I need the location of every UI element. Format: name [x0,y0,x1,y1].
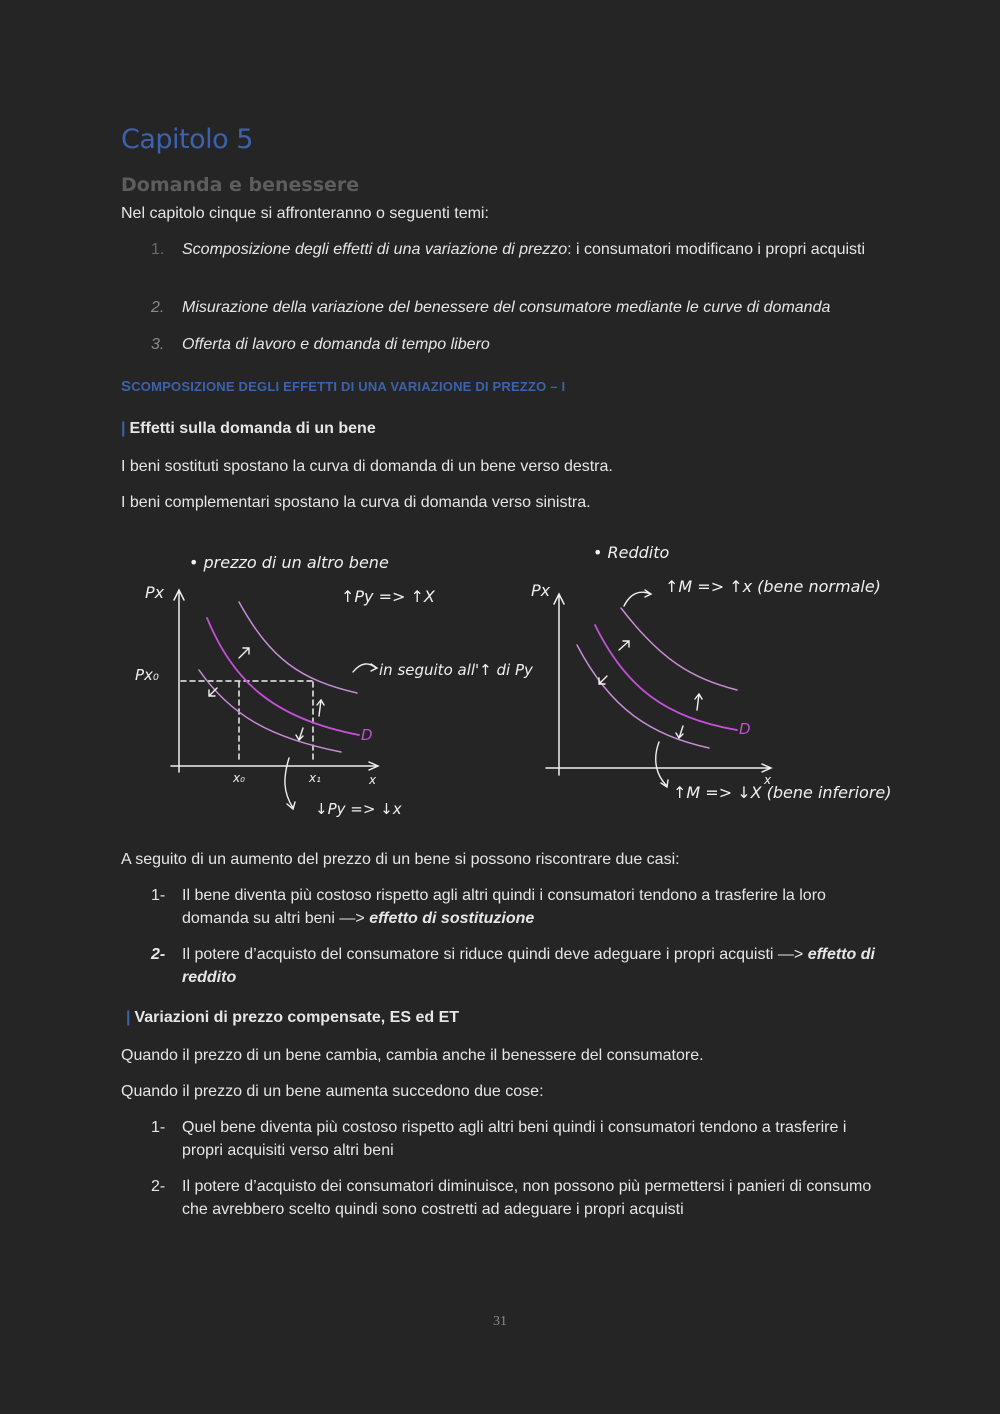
left-x1-label: x₁ [309,771,321,785]
pointer-arrow-icon [624,590,651,606]
list-text [182,238,882,261]
right-sketch-title: • Reddito [593,543,670,562]
list-text: Il potere d’acquisto dei consumatori diminuisce, non possono più permettersi i panieri di consumo che avrebbero scelto quindi sono costretti ad adeguare i propri acquisti [182,1178,872,1218]
right-up-rule: ↑M => ↑x (bene normale) [665,577,881,596]
list-text [182,333,882,356]
demand-shift-sketch [121,530,891,830]
list-text [182,296,882,319]
list-number: 3. [151,336,165,353]
right-curve-label: D [739,720,751,738]
chapter-subtitle: Domanda e benessere [121,174,360,196]
right-down-rule: ↑M => ↓X (bene inferiore) [673,783,891,802]
intro-paragraph: Nel capitolo cinque si affronteranno o seguenti temi: [121,205,489,222]
topic-emphasis: Offerta di lavoro e domanda di tempo libero [182,336,490,353]
left-shift-note: in seguito all'↑ di Py [379,661,533,679]
left-demand-curve-shifted-right [239,602,357,693]
list-number: 2- [151,946,166,963]
right-y-axis-label: Px [531,581,551,600]
paragraph-two-cases: A seguito di un aumento del prezzo di un bene si possono riscontrare due casi: [121,851,680,868]
left-sketch-title: • prezzo di un altro bene [189,553,389,572]
arrow-up-icon [317,700,324,716]
list-number: 2- [151,1178,166,1195]
page-number: 31 [493,1314,507,1329]
arrow-up-right-icon [619,641,629,650]
topic-emphasis: Scomposizione degli effetti di una variazione di prezzo [182,241,568,258]
list-number: 1- [151,887,166,904]
left-x0-label: x₀ [233,771,245,785]
paragraph-two-things: Quando il prezzo di un bene aumenta succedono due cose: [121,1083,544,1100]
subsection-heading-compensated [126,1009,459,1027]
topic-rest: : i consumatori modificano i propri acquisti [567,241,866,258]
right-demand-curve-shifted-left [577,645,709,748]
right-x-axis-label: x [764,773,772,787]
list-number: 1- [151,1119,166,1136]
list-text: Quel bene diventa più costoso rispetto agli altri beni quindi i consumatori tendono a trasferire i propri acquisiti verso altri beni [182,1119,847,1159]
left-curve-label: D [361,726,373,744]
left-demand-curve-original [207,618,359,735]
list-text [182,943,882,989]
left-price-level-label: Px₀ [135,666,159,684]
heading-bar: | [121,420,126,437]
list-text [182,884,882,930]
list-number: 1. [151,241,165,258]
case-text: Il bene diventa più costoso rispetto agli altri quindi i consumatori tendono a trasferire la loro domanda su altri beni —> [182,887,826,927]
arrow-up-icon [695,694,702,710]
left-x-axis-label: x [369,773,377,787]
list-number: 2. [151,299,165,316]
arrow-up-right-icon [239,648,249,658]
left-up-rule: ↑Py => ↑X [341,587,435,606]
heading-text: Variazioni di prezzo compensate, ES ed ET [134,1009,460,1026]
topic-emphasis: Misurazione della variazione del benessere del consumatore mediante le curve di domanda [182,299,831,316]
heading-bar: | [126,1009,131,1026]
pointer-arrow-icon [353,664,377,672]
paragraph-welfare: Quando il prezzo di un bene cambia, cambia anche il benessere del consumatore. [121,1047,704,1064]
arrow-down-icon [296,728,303,740]
case-emphasis: effetto di sostituzione [369,910,535,927]
pointer-arrow-icon [656,742,668,787]
subsection-heading-demand-effects [121,420,376,438]
left-down-rule: ↓Py => ↓x [315,800,402,818]
paragraph-substitutes: I beni sostituti spostano la curva di domanda di un bene verso destra. [121,458,613,475]
left-y-axis-label: Px [145,583,165,602]
right-demand-curve-original [595,625,737,730]
section-heading: SCOMPOSIZIONE DEGLI EFFETTI DI UNA VARIAZIONE DI PREZZO – I [121,378,566,395]
chapter-title: Capitolo 5 [121,124,253,155]
heading-text: Effetti sulla domanda di un bene [129,420,376,437]
arrow-down-icon [676,726,683,738]
paragraph-complements: I beni complementari spostano la curva di domanda verso sinistra. [121,494,591,511]
case-emphasis: effetto di reddito [182,946,875,986]
right-demand-curve-shifted-right [621,608,737,690]
case-text: Il potere d’acquisto del consumatore si riduce quindi deve adeguare i propri acquisti —> [182,946,808,963]
arrow-down-left-icon [599,676,607,684]
